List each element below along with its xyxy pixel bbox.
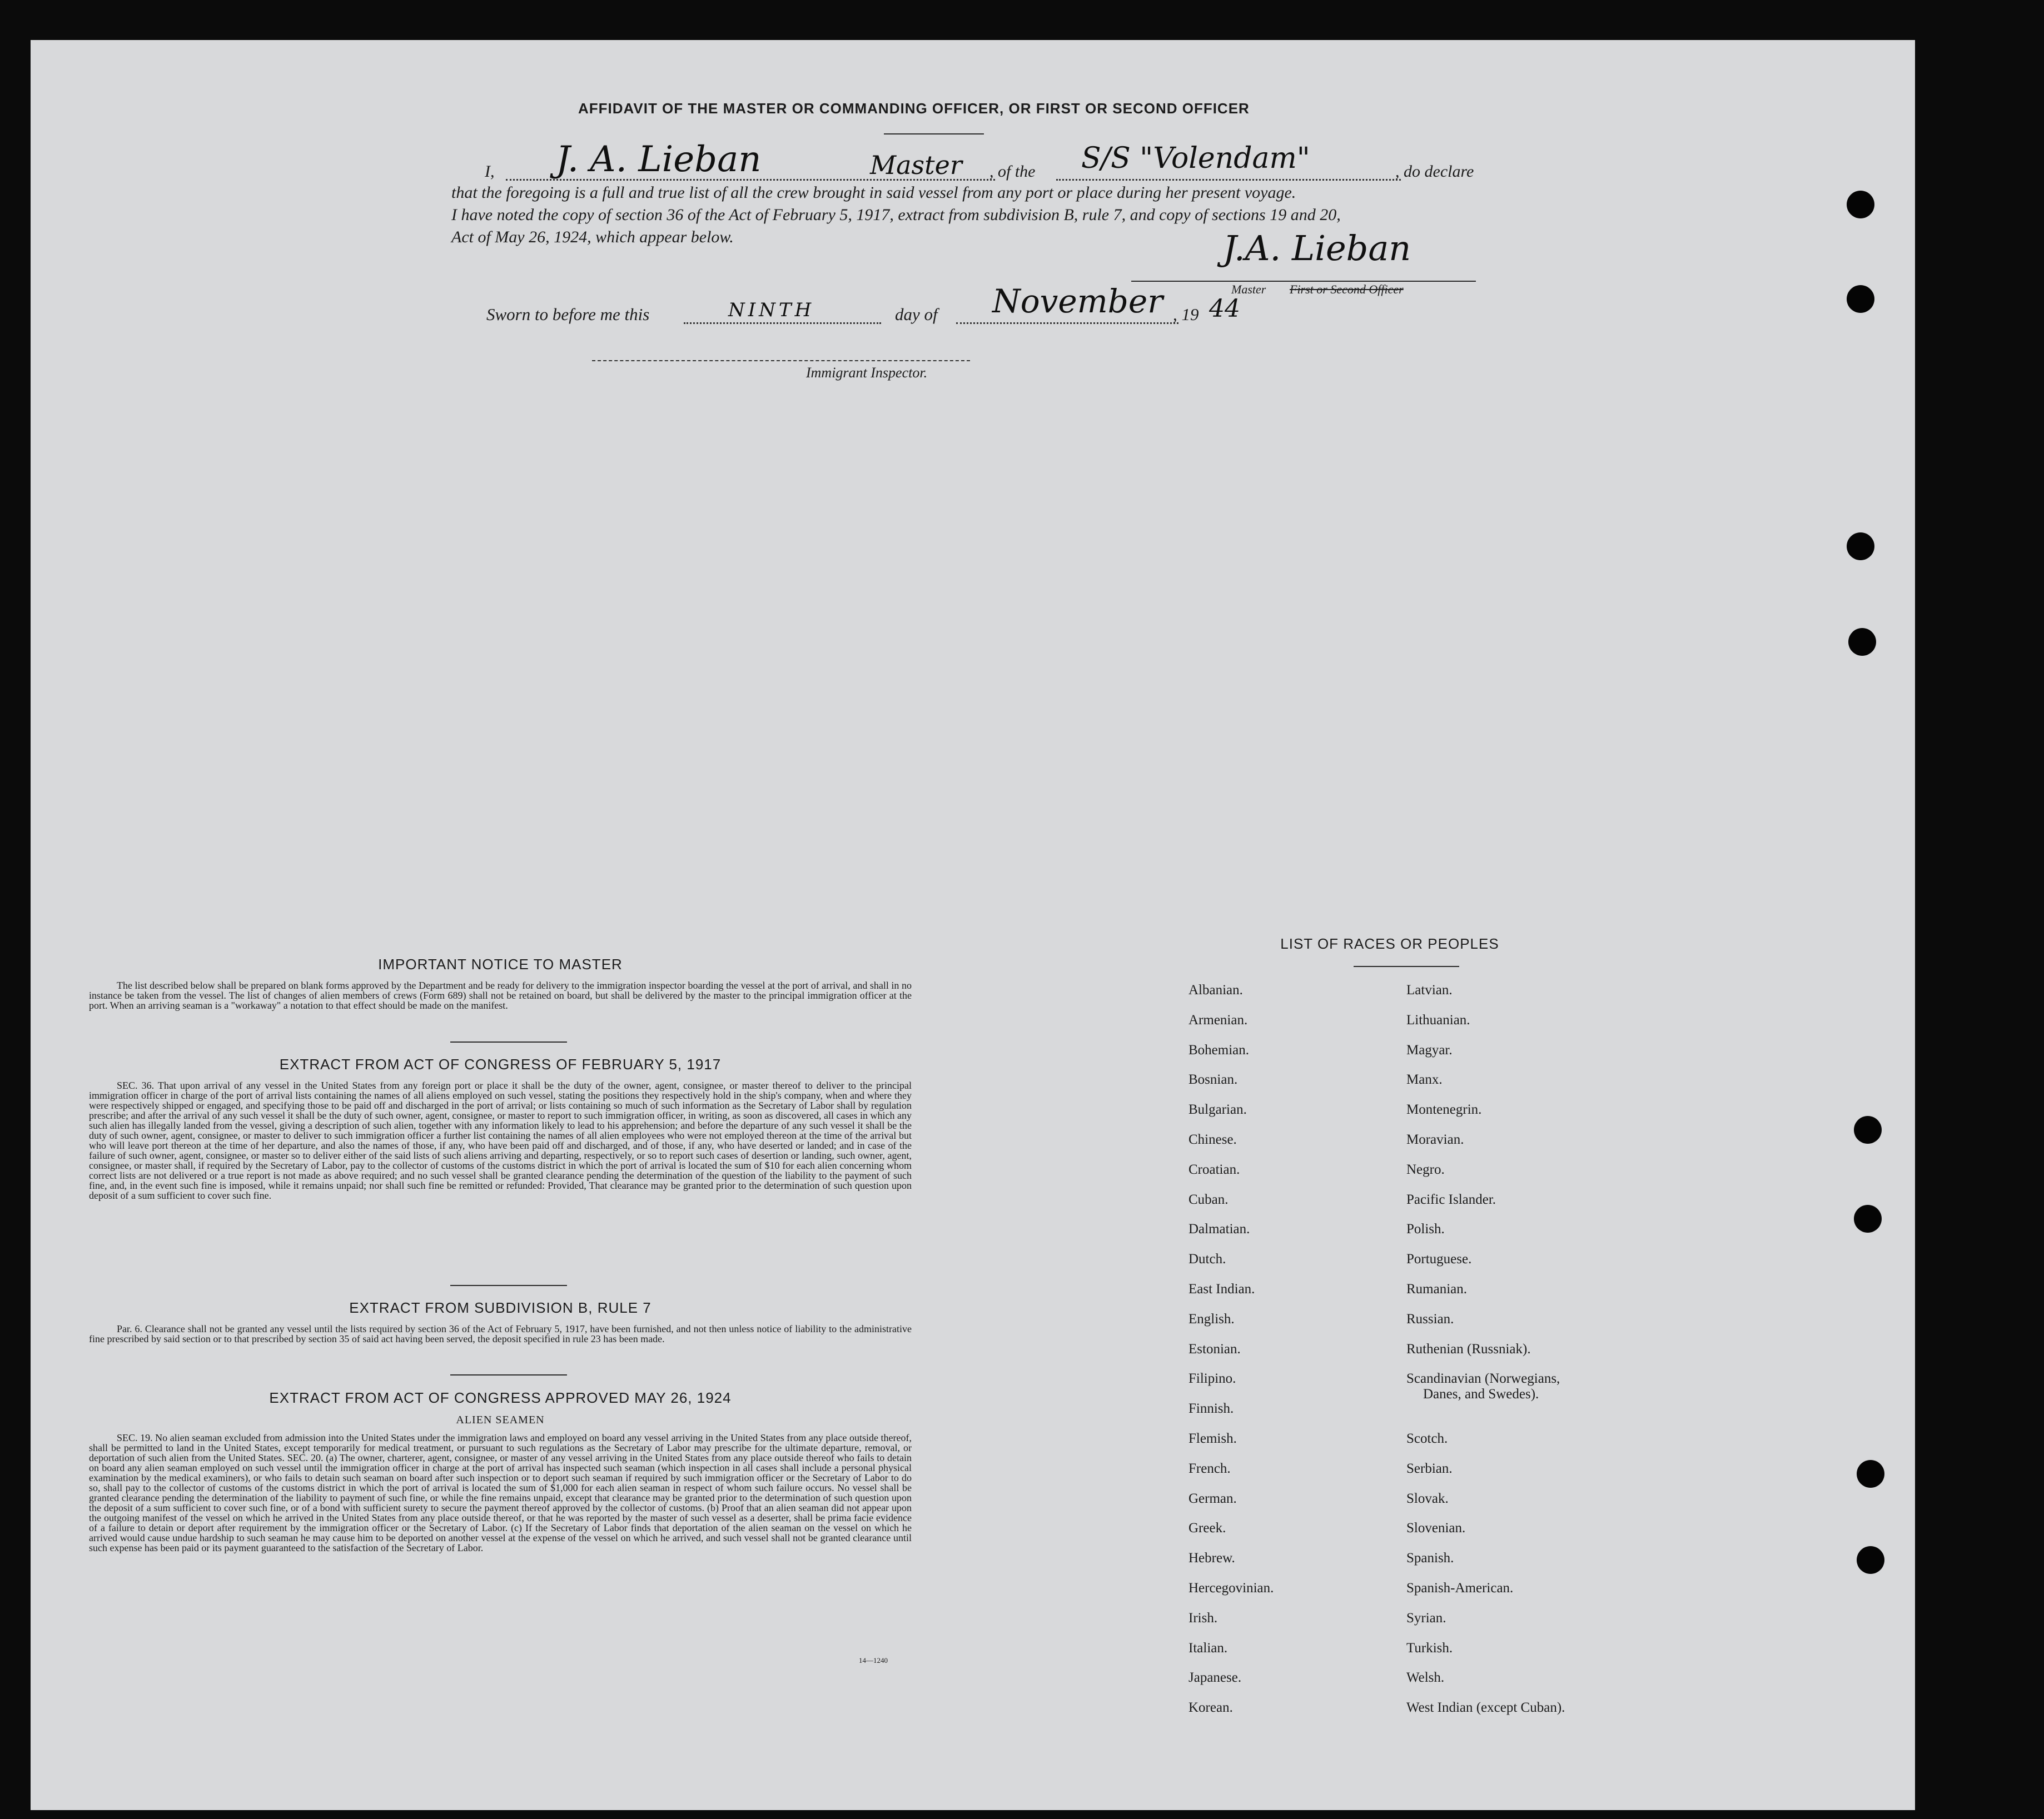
race-item: Finnish. [1188,1401,1234,1417]
race-item: Spanish-American. [1406,1581,1514,1596]
year-prefix: , 19 [1173,305,1199,324]
race-item: Turkish. [1406,1640,1453,1656]
extract-1924-subtitle: ALIEN SEAMEN [456,1414,545,1426]
affidavit-i: I, [485,162,495,181]
race-item: Italian. [1188,1640,1228,1656]
extract-1924-text: SEC. 19. No alien seaman excluded from admission into the United States under the immigration laws and employed on board any vessel arriving in the United States from any place outside thereof, shall be permitted to land in the United States, except temporarily for medical treatment, or pursuant to such regulations as the Secretary of Labor may prescribe for the ultimate departure, removal, or deportation of such alien from the United States. SEC. 20. (a) The owner, charterer, agent, consignee, or master of any vessel arriving in the United States from any place outside thereof who fails to detain on board any alien seaman employed on such vessel until the immigration officer in charge at the port of arrival has inspected such seaman (which inspection in all cases shall include a personal physical examination by the medical examiners), or who fails to detain such seaman on board after such inspection or to deport such seaman if required by such immigration officer or the Secretary of Labor to do so, shall pay to the collector of customs of the customs district in which the port of arrival is located the sum of $1,000 for each alien seaman in respect of whom such failure occurs. No vessel shall be granted clearance pending the determination of the liability to payment of such fine, or while the fine remains unpaid, except that clearance may be granted prior to the determination of such question upon the deposit of a sum sufficient to cover such fine, or of a bond with sufficient surety to secure the payment thereof approved by the collector of customs. (b) Proof that an alien seaman did not appear upon the outgoing manifest of the vessel on which he arrived in the United States from any place outside thereof, or that he was reported by the master of such vessel as a deserter, shall be prima facie evidence of a failure to detain or deport after requirement by the immigration officer or the Secretary of Labor. (c) If the Secretary of Labor finds that deportation of the alien seaman on the vessel on which he arrived would cause undue hardship to such seaman he may cause him to be deported on another vessel at the expense of the vessel on which he arrived, and such vessel shall not be granted clearance until such expense has been paid or its payment guaranteed to the satisfaction of the Secretary of Labor. [89,1432,912,1553]
race-item: Hercegovinian. [1188,1581,1274,1596]
inspector-caption: Immigrant Inspector. [806,365,928,381]
race-item: Albanian. [1188,983,1243,998]
extract-1917-title: EXTRACT FROM ACT OF CONGRESS OF FEBRUARY 5, 1917 [279,1056,722,1073]
race-item: Danes, and Swedes). [1423,1387,1539,1402]
race-item: Rumanian. [1406,1282,1468,1297]
race-item: Croatian. [1188,1162,1240,1177]
race-item: English. [1188,1311,1235,1327]
divider [450,1374,567,1376]
race-item: Lithuanian. [1406,1012,1470,1028]
do-declare-text: , do declare [1395,162,1474,181]
race-item: Polish. [1406,1222,1445,1237]
signature-caption-struck: First or Second Officer [1290,282,1404,296]
affidavit-title: AFFIDAVIT OF THE MASTER OR COMMANDING OFFICER, OR FIRST OR SECOND OFFICER [578,100,1250,117]
race-item: Pacific Islander. [1406,1192,1496,1207]
punch-hole [1847,532,1874,560]
race-item: Ruthenian (Russniak). [1406,1341,1531,1357]
day-of-text: day of [895,305,938,324]
sworn-month-line [956,322,1178,324]
extract-1924-title: EXTRACT FROM ACT OF CONGRESS APPROVED MAY 26, 1924 [269,1389,732,1406]
race-item: German. [1188,1491,1237,1506]
race-item: Slovak. [1406,1491,1449,1506]
vessel-line [1056,179,1401,181]
divider [450,1041,567,1043]
race-item: Montenegrin. [1406,1102,1482,1118]
race-item: Portuguese. [1406,1252,1472,1267]
race-item: Hebrew. [1188,1551,1235,1566]
sworn-day-line [684,322,881,324]
race-item: Spanish. [1406,1551,1454,1566]
race-item: Serbian. [1406,1461,1453,1476]
race-item: Cuban. [1188,1192,1229,1207]
of-the-text: , of the [989,162,1036,181]
race-item: Manx. [1406,1072,1443,1088]
race-item: Greek. [1188,1521,1226,1536]
race-item: Chinese. [1188,1132,1237,1147]
race-item: Irish. [1188,1610,1218,1626]
extract-1917-text: SEC. 36. That upon arrival of any vessel in the United States from any foreign port or place it shall be the duty of the owner, agent, consignee, or master thereof to deliver to the principal immigration officer in charge of the port of arrival lists containing the names of all aliens employed on such vessel, stating the positions they respectively hold in the ship's company, when and where they were respectively shipped or engaged, and specifying those to be paid off and discharged in the port of arrival; or lists containing so much of such information as the Secretary of Labor shall by regulation prescribe; and after the arrival of any such vessel it shall be the duty of such owner, agent, consignee, or master to report to such immigration officer, in writing, as soon as discovered, all cases in which any such alien has illegally landed from the vessel, giving a description of such alien, together with any information likely to lead to his apprehension; and before the departure of any such vessel it shall be the duty of such owner, agent, consignee, or master to deliver to such immigration officer a further list containing the names of all alien employees who were not employed thereon at the time of the arrival but who will leave port thereon at the time of her departure, and also the names of those, if any, who have been paid off and discharged, and of those, if any, who have deserted or landed; and in case of the failure of such owner, agent, consignee, or master so to deliver either of the said lists of such aliens arriving and departing, respectively, or so to report such cases of desertion or landing, such owner, agent, consignee, or master shall, if required by the Secretary of Labor, pay to the collector of customs of the customs district in which the port of arrival is located the sum of $10 for each alien concerning whom correct lists are not delivered or a true report is not made as above required; and no such vessel shall be granted clearance pending the determination of the question of the liability to the payment of such fine, and, in the event such fine is imposed, while it remains unpaid; nor shall such fine be remitted or refunded: Provided, That clearance may be granted prior to the determination of such question upon deposit of a sum sufficient to cover such fine. [89,1080,912,1201]
notice-title: IMPORTANT NOTICE TO MASTER [378,956,623,973]
notice-text: The list described below shall be prepared on blank forms approved by the Department and be ready for delivery to the immigration inspector boarding the vessel at the port of arrival, and shall in no instance be taken from the vessel. The list of changes of alien members of crews (Form 689) shall not be retained on board, but shall be delivered by the master to the principal immigration officer at the port. When an arriving seaman is a "workaway" a notation to that effect should be made on the manifest. [89,980,912,1011]
extract-rule7-title: EXTRACT FROM SUBDIVISION B, RULE 7 [349,1299,652,1316]
race-item: Syrian. [1406,1610,1446,1626]
signature-line [1131,281,1476,282]
race-item: Scandinavian (Norwegians, [1406,1371,1560,1387]
race-item: Korean. [1188,1700,1233,1716]
punch-hole [1848,628,1876,656]
inspector-line [592,360,970,361]
punch-hole [1854,1205,1882,1233]
race-item: Estonian. [1188,1341,1241,1357]
race-item: Negro. [1406,1162,1445,1177]
master-rank: Master [870,150,962,180]
race-item: Scotch. [1406,1431,1448,1446]
sworn-text: Sworn to before me this [486,305,650,324]
race-item: Welsh. [1406,1670,1445,1686]
race-item: Bosnian. [1188,1072,1238,1088]
race-item: Dutch. [1188,1252,1226,1267]
races-divider [1354,966,1459,967]
race-item: Filipino. [1188,1371,1236,1387]
punch-hole [1847,285,1874,313]
punch-hole [1857,1460,1884,1488]
punch-hole [1847,191,1874,218]
master-name: J. A. Lieban [556,139,762,180]
race-item: Slovenian. [1406,1521,1466,1536]
title-divider [884,133,984,134]
sworn-month: November [992,282,1163,320]
race-item: Bulgarian. [1188,1102,1247,1118]
extract-rule7-text: Par. 6. Clearance shall not be granted any vessel until the lists required by section 36 of the Act of February 5, 1917, have been furnished, and not then unless notice of liability to the administrative fine prescribed by said section or to that prescribed by section 35 of said act having been served, the deposit specified in rule 23 has been made. [89,1323,912,1344]
race-item: Armenian. [1188,1012,1248,1028]
race-item: West Indian (except Cuban). [1406,1700,1565,1716]
race-item: Bohemian. [1188,1042,1250,1058]
signature-caption-master: Master [1231,282,1266,296]
race-item: East Indian. [1188,1282,1255,1297]
race-item: Magyar. [1406,1042,1453,1058]
race-item: Japanese. [1188,1670,1242,1686]
affidavit-line-2: that the foregoing is a full and true list of all the crew brought in said vessel from any port or place during her present voyage. [451,183,1296,202]
race-item: Flemish. [1188,1431,1237,1446]
race-item: French. [1188,1461,1231,1476]
year-suffix: 44 [1209,295,1240,323]
affidavit-line-4: Act of May 26, 1924, which appear below. [451,228,734,246]
divider [450,1285,567,1286]
races-title: LIST OF RACES OR PEOPLES [1280,935,1499,952]
punch-hole [1857,1546,1884,1574]
race-item: Russian. [1406,1311,1454,1327]
affidavit-line-3: I have noted the copy of section 36 of the Act of February 5, 1917, extract from subdivision B, rule 7, and copy of sections 19 and 20, [451,206,1341,224]
master-signature: J.A. Lieban [1223,228,1411,268]
sworn-day: NINTH [728,299,815,321]
form-number: 14—1240 [859,1656,888,1664]
punch-hole [1854,1116,1882,1144]
race-item: Latvian. [1406,983,1453,998]
race-item: Dalmatian. [1188,1222,1250,1237]
race-item: Moravian. [1406,1132,1464,1147]
vessel-name: S/S "Volendam" [1081,142,1310,175]
